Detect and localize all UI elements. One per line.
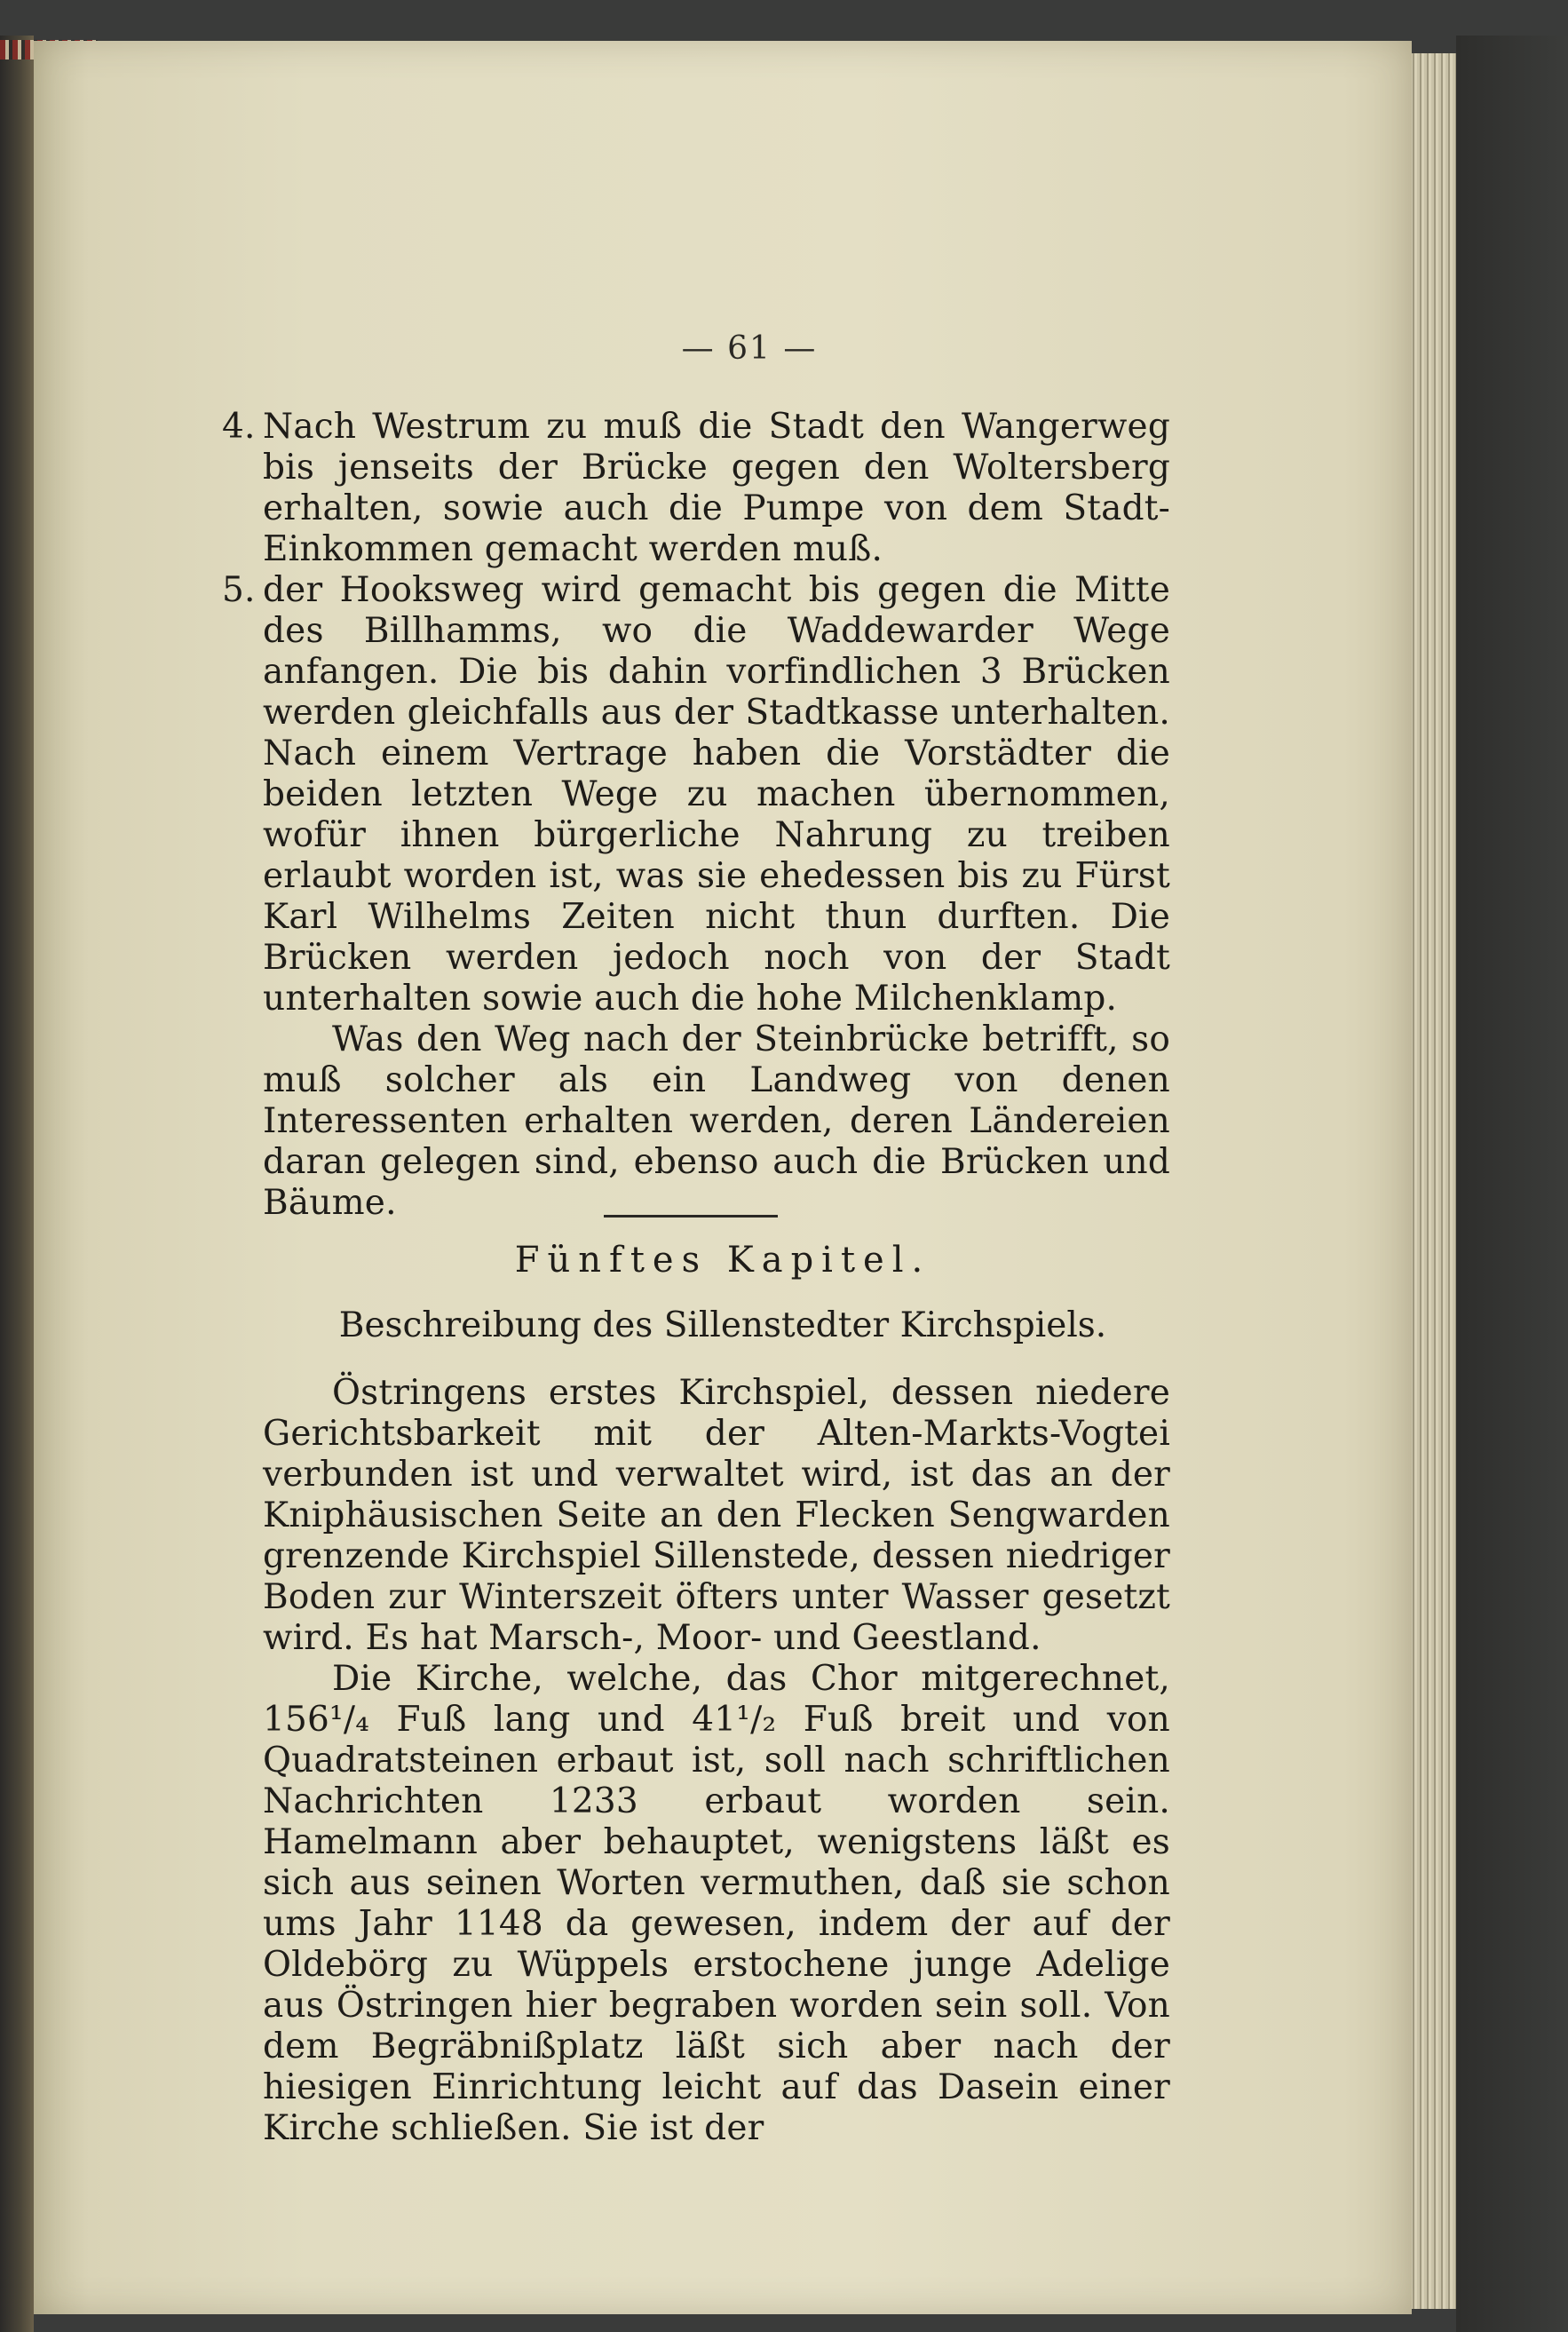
paragraph: Östringens erstes Kirchspiel, dessen niedere Gerichtsbarkeit mit der Alten-Markts-Vogtei verbunden ist und verwaltet wird, ist das an der Kniphäusischen Seite an den Flecken Sengwarden grenzende Kirchspiel Sillenstede, dessen niedriger Boden zur Winterszeit öfters unter Wasser gesetzt wird. Es hat Marsch-, Moor- und Geestland.	[263, 1373, 1170, 1658]
page-number: — 61 —	[681, 330, 818, 367]
section-divider	[604, 1215, 778, 1218]
book-cover-left	[0, 36, 34, 2332]
list-number: 4.	[222, 407, 256, 447]
paragraph: Die Kirche, welche, das Chor mitgerechnet, 156¹/₄ Fuß lang und 41¹/₂ Fuß breit und von Quadratsteinen erbaut ist, soll nach schriftlichen Nachrichten 1233 erbaut worden sein. Hamelmann aber behauptet, wenigstens läßt es sich aus seinen Worten vermuthen, daß sie schon ums Jahr 1148 da gewesen, indem der auf der Oldebörg zu Wüppels erstochene junge Adelige aus Östringen hier begraben worden sein soll. Von dem Begräbnißplatz läßt sich aber nach der hiesigen Einrichtung leicht auf das Dasein einer Kirche schließen. Sie ist der	[263, 1659, 1170, 2148]
list-text: der Hooksweg wird gemacht bis gegen die Mitte des Billhamms, wo die Waddewarder Wege anfangen. Die bis dahin vorfindlichen 3 Brücken werden gleichfalls aus der Stadtkasse unterhalten. Nach einem Vertrage haben die Vorstädter die beiden letzten Wege zu machen übernommen, wofür ihnen bürgerliche Nahrung zu treiben erlaubt worden ist, was sie ehedessen bis zu Fürst Karl Wilhelms Zeiten nicht thun durften. Die Brücken werden jedoch noch von der Stadt unterhalten sowie auch die hohe Milchenklamp.	[263, 570, 1170, 1019]
body-bottom	[263, 1373, 1170, 2149]
body-top	[222, 407, 1170, 1224]
book-page	[34, 41, 1412, 2314]
list-text: Nach Westrum zu muß die Stadt den Wangerweg bis jenseits der Brücke gegen den Woltersberg erhalten, sowie auch die Pumpe von dem Stadt-Einkommen gemacht werden muß.	[263, 407, 1170, 569]
book-cover-right	[1456, 36, 1568, 2332]
paragraph-weg: Was den Weg nach der Steinbrücke betrifft, so muß solcher als ein Landweg von denen Interessenten erhalten werden, deren Ländereien daran gelegen sind, ebenso auch die Brücken und Bäume.	[263, 1019, 1170, 1223]
list-item-5	[222, 570, 1170, 1019]
chapter-subtitle: Beschreibung des Sillenstedter Kirchspiels.	[338, 1305, 1107, 1345]
chapter-title: Fünftes Kapitel.	[514, 1240, 931, 1281]
list-item-4	[222, 407, 1170, 570]
list-number: 5.	[222, 570, 256, 610]
